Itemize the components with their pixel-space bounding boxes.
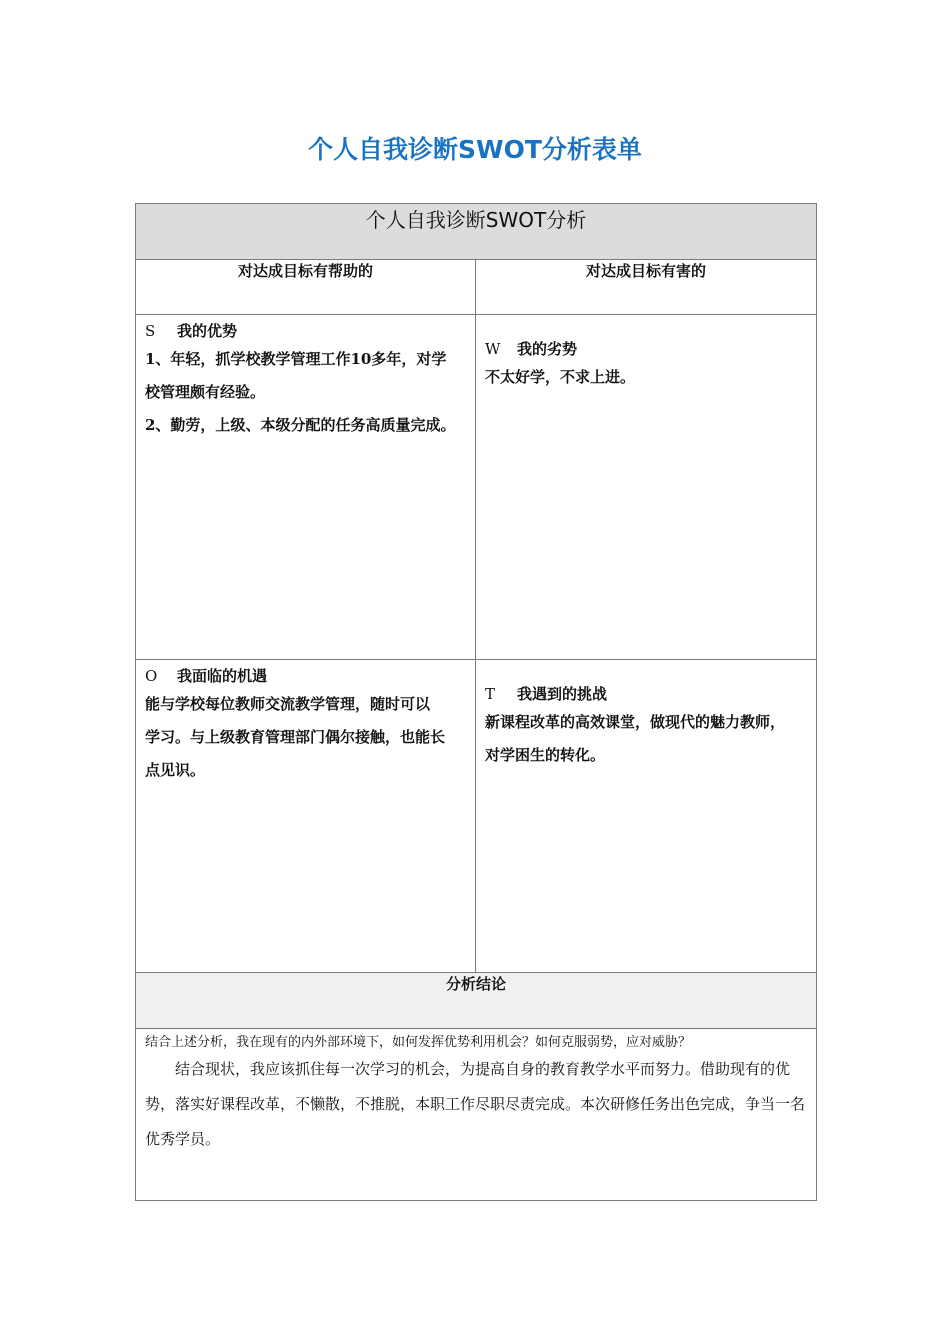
threats-heading — [485, 682, 808, 706]
table-heading-row — [136, 204, 817, 260]
conclusion-body-row — [136, 1029, 817, 1201]
strengths-line: 1、年轻，抓学校教学管理工作10多年，对学 — [145, 350, 447, 368]
swot-table — [135, 203, 817, 1201]
strengths-heading — [145, 319, 467, 343]
opportunities-cell — [136, 660, 476, 973]
strengths-cell — [136, 315, 476, 660]
weaknesses-line: 不太好学，不求上进。 — [485, 368, 636, 386]
conclusion-prompt: 结合上述分析，我在现有的内外部环境下，如何发挥优势利用机会？如何克服弱势，应对威胁？ — [145, 1035, 692, 1050]
swot-row-external — [136, 660, 817, 973]
opportunities-title: 我面临的机遇 — [177, 667, 268, 685]
threats-cell — [476, 660, 817, 973]
weaknesses-letter: W — [485, 340, 501, 358]
opportunities-heading — [145, 664, 467, 688]
opportunities-letter: O — [145, 667, 158, 685]
column-header-harmful: 对达成目标有害的 — [476, 260, 817, 315]
opportunities-line: 点见识。 — [145, 761, 206, 779]
conclusion-heading-row — [136, 973, 817, 1029]
column-header-row — [136, 260, 817, 315]
conclusion-heading: 分析结论 — [136, 973, 817, 1029]
page-title: 个人自我诊断SWOT分析表单 — [308, 135, 642, 164]
weaknesses-cell — [476, 315, 817, 660]
strengths-title: 我的优势 — [177, 322, 238, 340]
conclusion-cell — [136, 1029, 817, 1201]
opportunities-line: 学习。与上级教育管理部门偶尔接触，也能长 — [145, 728, 446, 746]
threats-title: 我遇到的挑战 — [517, 685, 608, 703]
opportunities-line: 能与学校每位教师交流教学管理，随时可以 — [145, 695, 431, 713]
weaknesses-title: 我的劣势 — [517, 340, 578, 358]
table-heading: 个人自我诊断SWOT分析 — [136, 204, 817, 260]
weaknesses-heading — [485, 337, 808, 361]
strengths-line: 校管理颇有经验。 — [145, 383, 266, 401]
threats-line: 对学困生的转化。 — [485, 746, 606, 764]
threats-line: 新课程改革的高效课堂，做现代的魅力教师， — [485, 713, 786, 731]
threats-letter: T — [485, 685, 496, 703]
conclusion-text: 结合现状，我应该抓住每一次学习的机会，为提高自身的教育教学水平而努力。借助现有的优势，落实好课程改革，不懒散，不推脱，本职工作尽职尽责完成。本次研修任务出色完成，争当一名优秀学员。 — [145, 1060, 806, 1148]
strengths-letter: S — [145, 322, 156, 340]
strengths-line: 2、勤劳，上级、本级分配的任务高质量完成。 — [145, 416, 456, 434]
swot-row-internal — [136, 315, 817, 660]
column-header-helpful: 对达成目标有帮助的 — [136, 260, 476, 315]
